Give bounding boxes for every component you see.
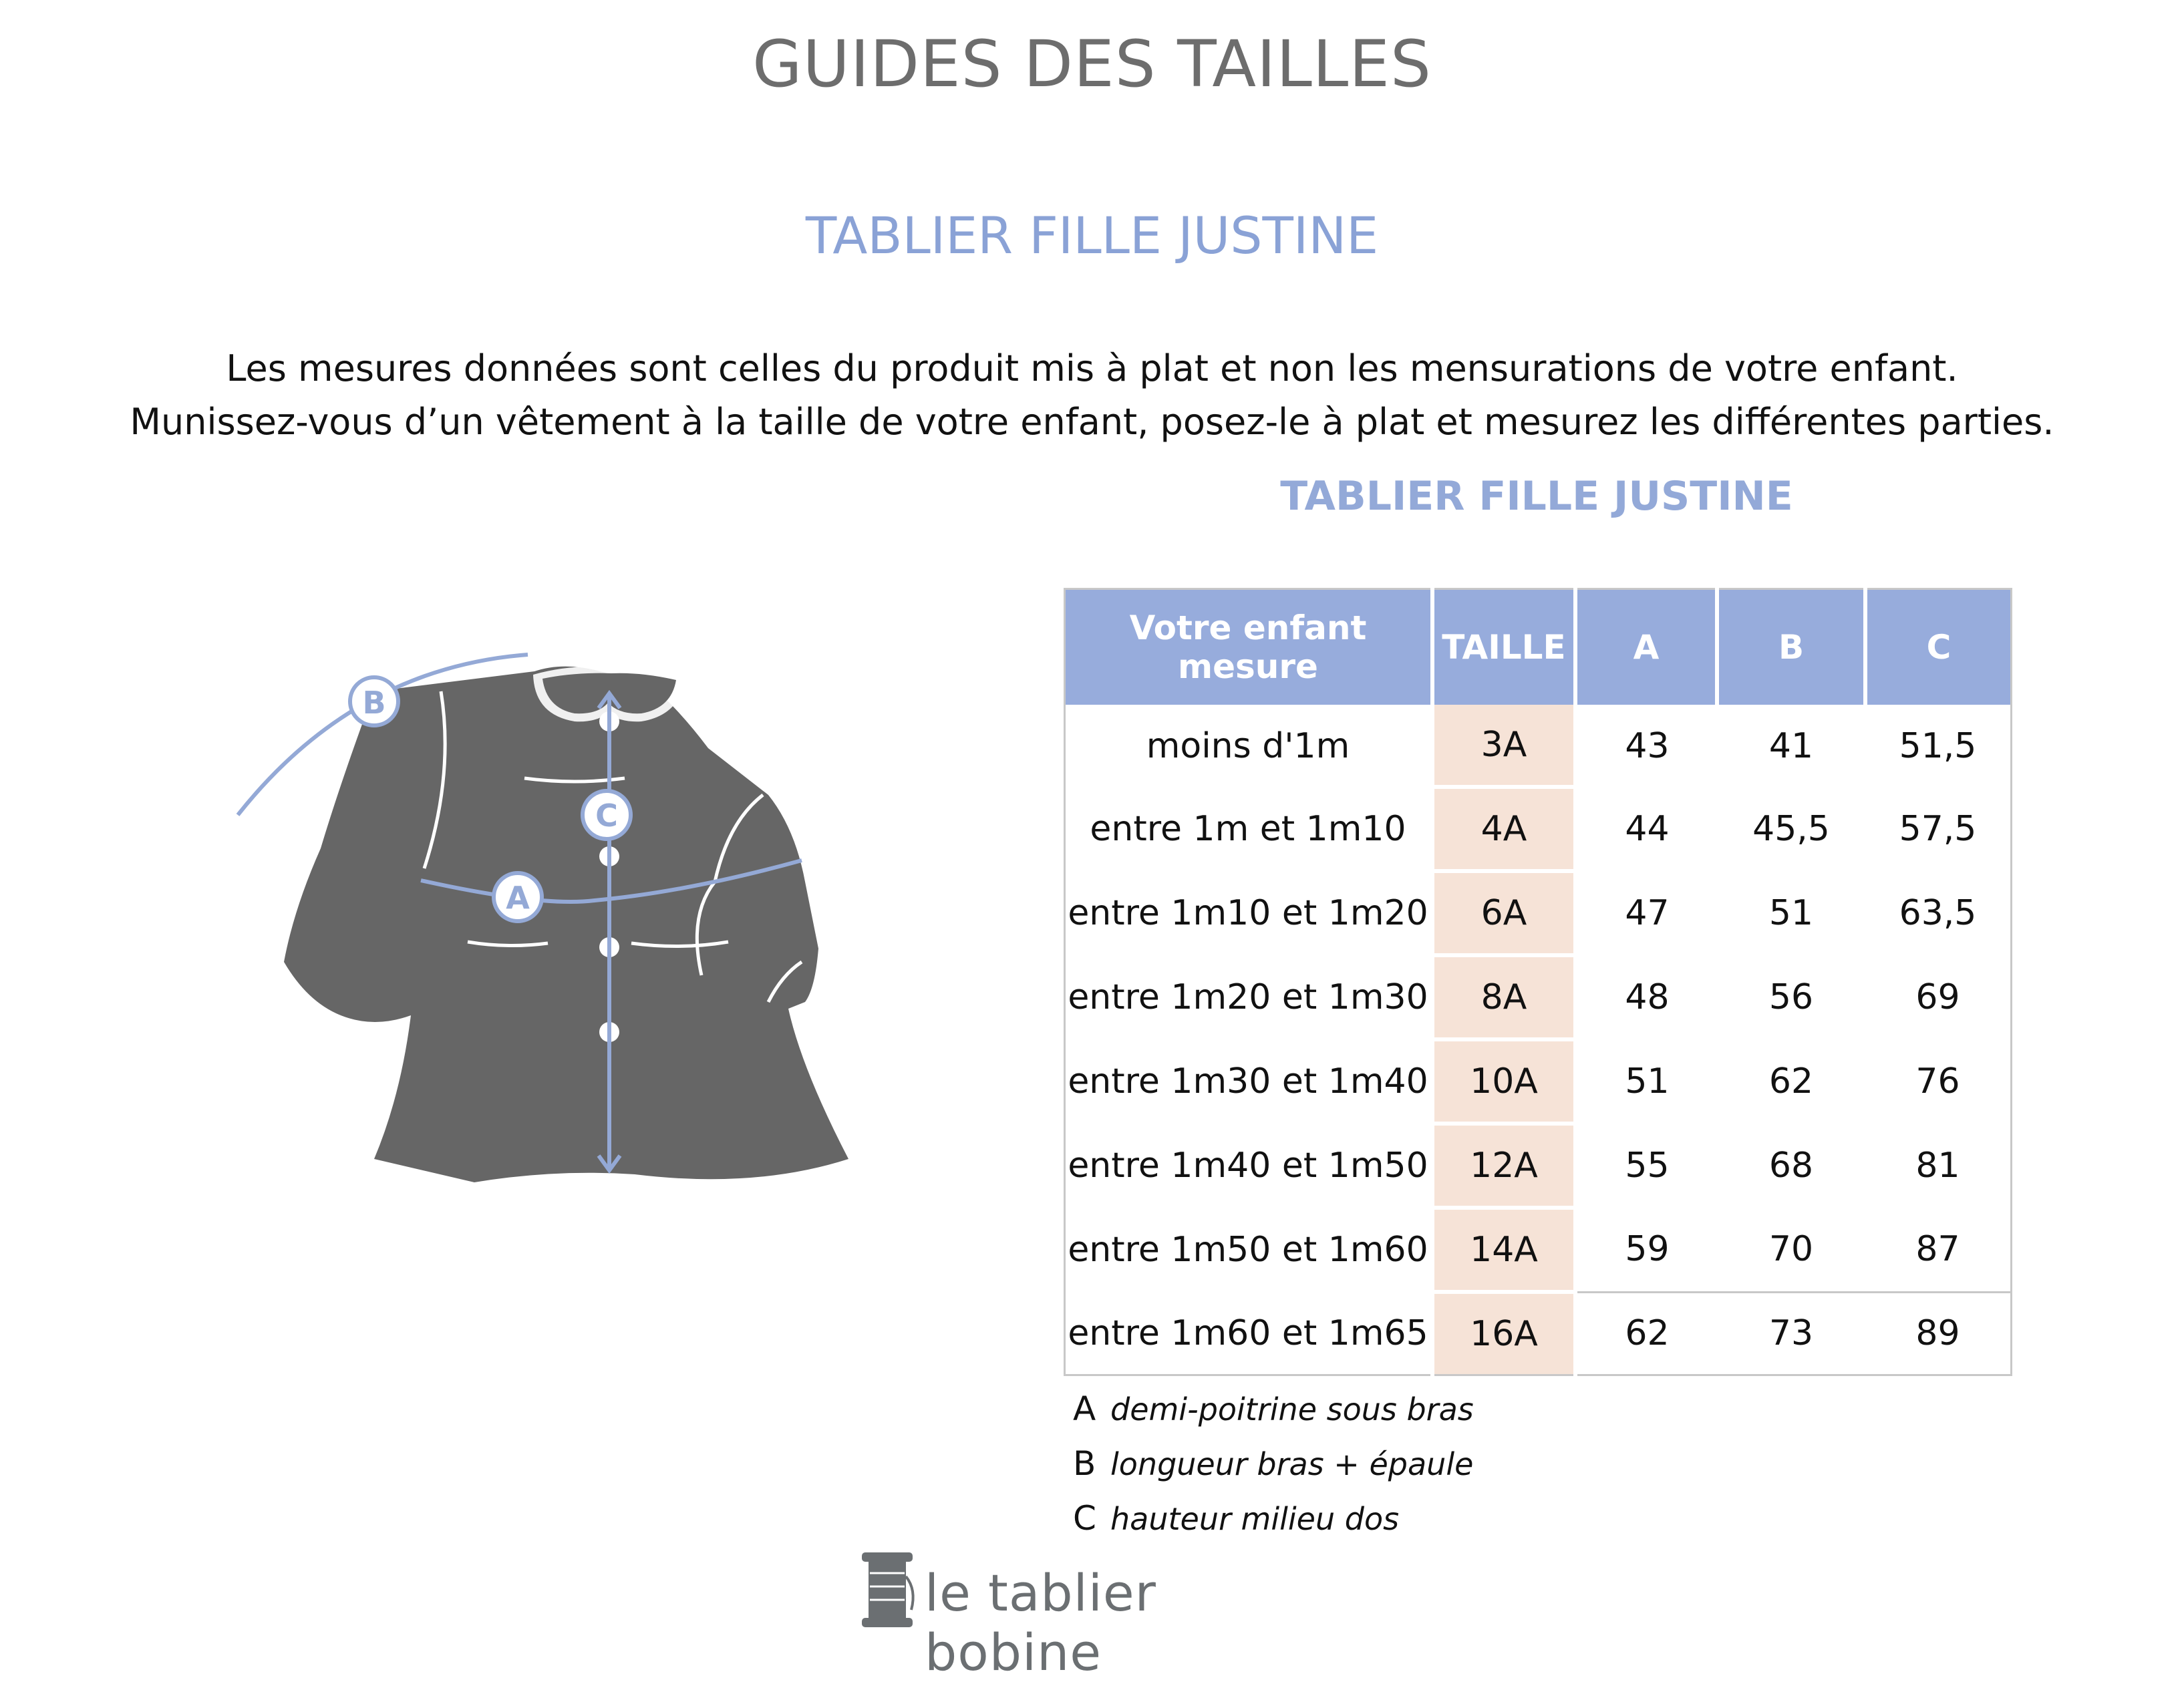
legend-item-b xyxy=(1073,1444,1474,1499)
cell-b: 70 xyxy=(1768,1229,1814,1270)
cell-a: 44 xyxy=(1625,809,1670,849)
cell-c: 87 xyxy=(1915,1229,1960,1270)
cell-b: 51 xyxy=(1768,893,1814,933)
legend-text: hauteur milieu dos xyxy=(1110,1501,1400,1537)
page-title: GUIDES DES TAILLES xyxy=(752,27,1432,102)
legend-text: longueur bras + épaule xyxy=(1110,1446,1474,1482)
cell-a: 51 xyxy=(1625,1061,1670,1102)
label-a-marker xyxy=(494,873,542,921)
intro-text xyxy=(0,342,2184,449)
cell-c: 69 xyxy=(1915,977,1960,1017)
brand-name: le tablier bobine xyxy=(925,1563,1156,1682)
label-c: C xyxy=(595,798,618,834)
apron-silhouette xyxy=(284,667,848,1182)
legend-text: demi-poitrine sous bras xyxy=(1110,1391,1474,1427)
cell-c: 63,5 xyxy=(1899,893,1977,933)
measurement-legend xyxy=(1073,1389,1474,1554)
legend-letter: B xyxy=(1073,1444,1096,1483)
table-row xyxy=(1065,1208,2012,1292)
cell-taille: 12A xyxy=(1432,1124,1575,1208)
cell-c: 76 xyxy=(1915,1061,1960,1102)
brand-logo xyxy=(855,1543,1283,1682)
cell-a: 59 xyxy=(1625,1229,1670,1270)
cell-age: moins d'1m xyxy=(1146,725,1350,766)
cell-a: 43 xyxy=(1625,725,1670,766)
cell-age: entre 1m60 et 1m65 xyxy=(1068,1313,1428,1353)
legend-letter: C xyxy=(1073,1499,1096,1538)
table-row xyxy=(1065,955,2012,1039)
header-c: C xyxy=(1865,589,2012,705)
intro-line-2: Munissez-vous d’un vêtement à la taille de votre enfant, posez-le à plat et mesurez les différentes parties. xyxy=(130,401,2054,443)
header-age: Votre enfant mesure xyxy=(1065,589,1433,705)
cell-c: 89 xyxy=(1865,1292,2012,1375)
table-title: TABLIER FILLE JUSTINE xyxy=(1280,473,1793,520)
cell-b: 45,5 xyxy=(1752,809,1830,849)
cell-a: 55 xyxy=(1625,1146,1670,1186)
table-row xyxy=(1065,871,2012,955)
cell-taille: 14A xyxy=(1432,1208,1575,1292)
cell-a: 62 xyxy=(1575,1292,1717,1375)
table-row xyxy=(1065,787,2012,871)
table-header-row xyxy=(1065,589,2012,705)
cell-taille: 3A xyxy=(1432,705,1575,787)
cell-b: 56 xyxy=(1768,977,1814,1017)
cell-age: entre 1m et 1m10 xyxy=(1090,809,1406,849)
cell-a: 48 xyxy=(1625,977,1670,1017)
header-a: A xyxy=(1575,589,1717,705)
table-row xyxy=(1065,1039,2012,1124)
table-row xyxy=(1065,1292,2012,1375)
legend-item-a xyxy=(1073,1389,1474,1444)
cell-age: entre 1m30 et 1m40 xyxy=(1068,1061,1428,1102)
label-b-marker xyxy=(350,677,398,725)
cell-taille: 4A xyxy=(1432,787,1575,871)
cell-taille: 6A xyxy=(1432,871,1575,955)
legend-letter: A xyxy=(1073,1389,1096,1428)
header-taille: TAILLE xyxy=(1432,589,1575,705)
label-c-marker xyxy=(583,791,631,839)
cell-a: 47 xyxy=(1625,893,1670,933)
cell-c: 81 xyxy=(1915,1146,1960,1186)
cell-age: entre 1m40 et 1m50 xyxy=(1068,1146,1428,1186)
cell-c: 51,5 xyxy=(1899,725,1977,766)
cell-taille: 8A xyxy=(1432,955,1575,1039)
label-b: B xyxy=(362,685,386,721)
table-row xyxy=(1065,1124,2012,1208)
product-title: TABLIER FILLE JUSTINE xyxy=(805,206,1379,265)
cell-age: entre 1m20 et 1m30 xyxy=(1068,977,1428,1017)
cell-b: 41 xyxy=(1768,725,1814,766)
garment-measurement-diagram xyxy=(220,628,902,1202)
cell-age: entre 1m50 et 1m60 xyxy=(1068,1230,1428,1270)
intro-line-1: Les mesures données sont celles du produit mis à plat et non les mensurations de votre enfant. xyxy=(226,347,1958,389)
cell-taille: 10A xyxy=(1432,1039,1575,1124)
cell-c: 57,5 xyxy=(1899,809,1977,849)
cell-b: 73 xyxy=(1717,1292,1865,1375)
cell-b: 68 xyxy=(1768,1146,1814,1186)
table-row xyxy=(1065,705,2012,787)
size-table xyxy=(1064,588,2012,1376)
header-b: B xyxy=(1717,589,1865,705)
cell-b: 62 xyxy=(1768,1061,1814,1102)
label-a: A xyxy=(506,880,530,916)
cell-taille: 16A xyxy=(1432,1292,1575,1375)
thread-spool-icon xyxy=(855,1543,922,1637)
cell-age: entre 1m10 et 1m20 xyxy=(1068,893,1428,933)
